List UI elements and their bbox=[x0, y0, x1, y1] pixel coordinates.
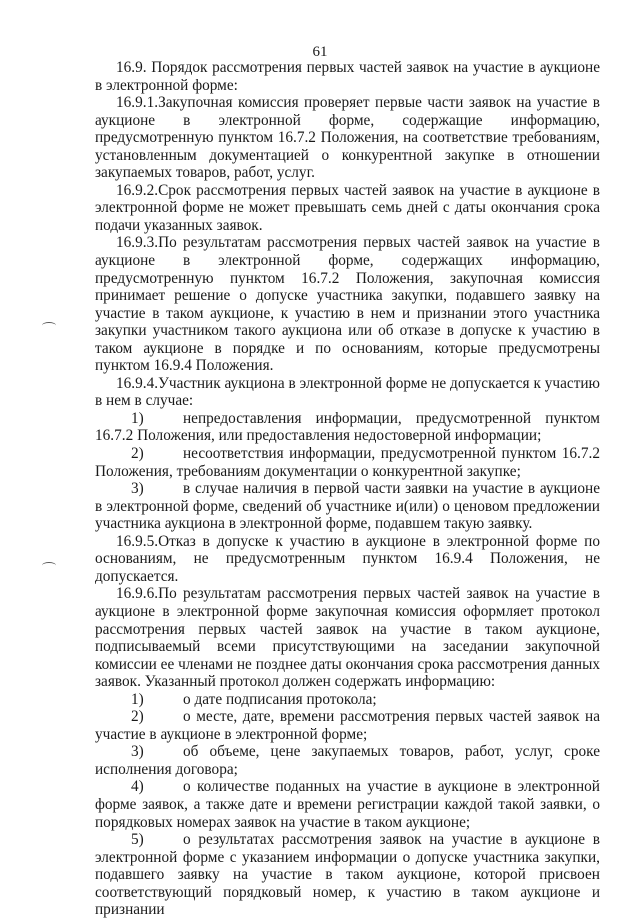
list-item bbox=[95, 831, 600, 919]
paragraph-16-9-3: 16.9.3.По результатам рассмотрения первых частей заявок на участие в аукционе в электронной форме, содержащих информацию, предусмотренную пунктом 16.7.2 Положения, закупочная комиссия принимает решение о допуске участника закупки, подавшего заявку на участие в таком аукционе, к участию в нем и признании этого участника закупки участником такого аукциона или об отказе в допуске к участию в таком аукционе в порядке и по основаниям, которые предусмотрены пунктом 16.9.4 Положения. bbox=[95, 234, 600, 375]
list-item-text: несоответствия информации, предусмотренной пунктом 16.7.2 Положения, требованиям документации о конкурентной закупке; bbox=[95, 445, 600, 480]
paragraph-16-9-1: 16.9.1.Закупочная комиссия проверяет первые части заявок на участие в аукционе в электронной форме, содержащие информацию, предусмотренную пунктом 16.7.2 Положения, на соответствие требованиям, установленным документацией о конкурентной закупке в отношении закупаемых товаров, работ, услуг. bbox=[95, 94, 600, 182]
section-heading: 16.9. Порядок рассмотрения первых частей заявок на участие в аукционе в электронной форме: bbox=[95, 59, 600, 94]
document-body bbox=[95, 59, 600, 919]
list-item bbox=[95, 480, 600, 533]
list-item bbox=[95, 708, 600, 743]
list-item-number: 1) bbox=[131, 409, 144, 427]
paragraph-16-9-4: 16.9.4.Участник аукциона в электронной форме не допускается к участию в нем в случае: bbox=[95, 374, 600, 410]
list-item-text: о дате подписания протокола; bbox=[183, 690, 377, 708]
list-item-text: об объеме, цене закупаемых товаров, работ, услуг, сроке исполнения договора; bbox=[95, 743, 600, 778]
paragraph-16-9-2: 16.9.2.Срок рассмотрения первых частей заявок на участие в аукционе в электронной форме не может превышать семь дней с даты окончания срока подачи указанных заявок. bbox=[95, 181, 600, 234]
list-item-number: 3) bbox=[131, 743, 144, 761]
list-item-text: о месте, дате, времени рассмотрения первых частей заявок на участие в аукционе в электронной форме; bbox=[95, 708, 600, 743]
list-item bbox=[95, 410, 600, 445]
margin-mark-lower bbox=[42, 562, 56, 569]
list-item-number: 1) bbox=[131, 690, 144, 708]
list-item bbox=[95, 691, 600, 709]
list-item-number: 2) bbox=[131, 445, 144, 463]
list-item bbox=[95, 445, 600, 480]
list-item-number: 4) bbox=[131, 778, 144, 796]
list-item-text: непредоставления информации, предусмотренной пунктом 16.7.2 Положения, или предоставления недостоверной информации; bbox=[95, 409, 600, 445]
list-item-text: в случае наличия в первой части заявки на участие в аукционе в электронной форме, сведений об участнике и(или) о ценовом предложении участника аукциона в электронной форме, подавшем такую заявку. bbox=[95, 480, 600, 533]
list-item-text: о результатах рассмотрения заявок на участие в аукционе в электронной форме с указанием информации о допуске участника закупки, подавшего заявку на участие в таком аукционе, которой присвоен соответствующий порядковый номер, к участию в таком аукционе и признании bbox=[95, 831, 600, 919]
margin-mark-upper bbox=[42, 322, 56, 329]
list-item-number: 3) bbox=[131, 480, 144, 498]
list-item bbox=[95, 743, 600, 778]
list-item-number: 5) bbox=[131, 831, 144, 849]
list-item-number: 2) bbox=[131, 708, 144, 726]
paragraph-16-9-6: 16.9.6.По результатам рассмотрения первых частей заявок на участие в аукционе в электронной форме закупочная комиссия оформляет протокол рассмотрения первых частей заявок на участие в таком аукционе, подписываемый всеми присутствующими на заседании закупочной комиссии ее членами не позднее даты окончания срока рассмотрения данных заявок. Указанный протокол должен содержать информацию: bbox=[95, 585, 600, 691]
paragraph-16-9-5: 16.9.5.Отказ в допуске к участию в аукционе в электронной форме по основаниям, не предусмотренным пунктом 16.9.4 Положения, не допускается. bbox=[95, 532, 600, 585]
list-item-text: о количестве поданных на участие в аукционе в электронной форме заявок, а также дате и времени регистрации каждой такой заявки, о порядковых номерах заявок на участие в таком аукционе; bbox=[95, 778, 600, 831]
list-item bbox=[95, 778, 600, 831]
page-number: 61 bbox=[312, 44, 328, 60]
